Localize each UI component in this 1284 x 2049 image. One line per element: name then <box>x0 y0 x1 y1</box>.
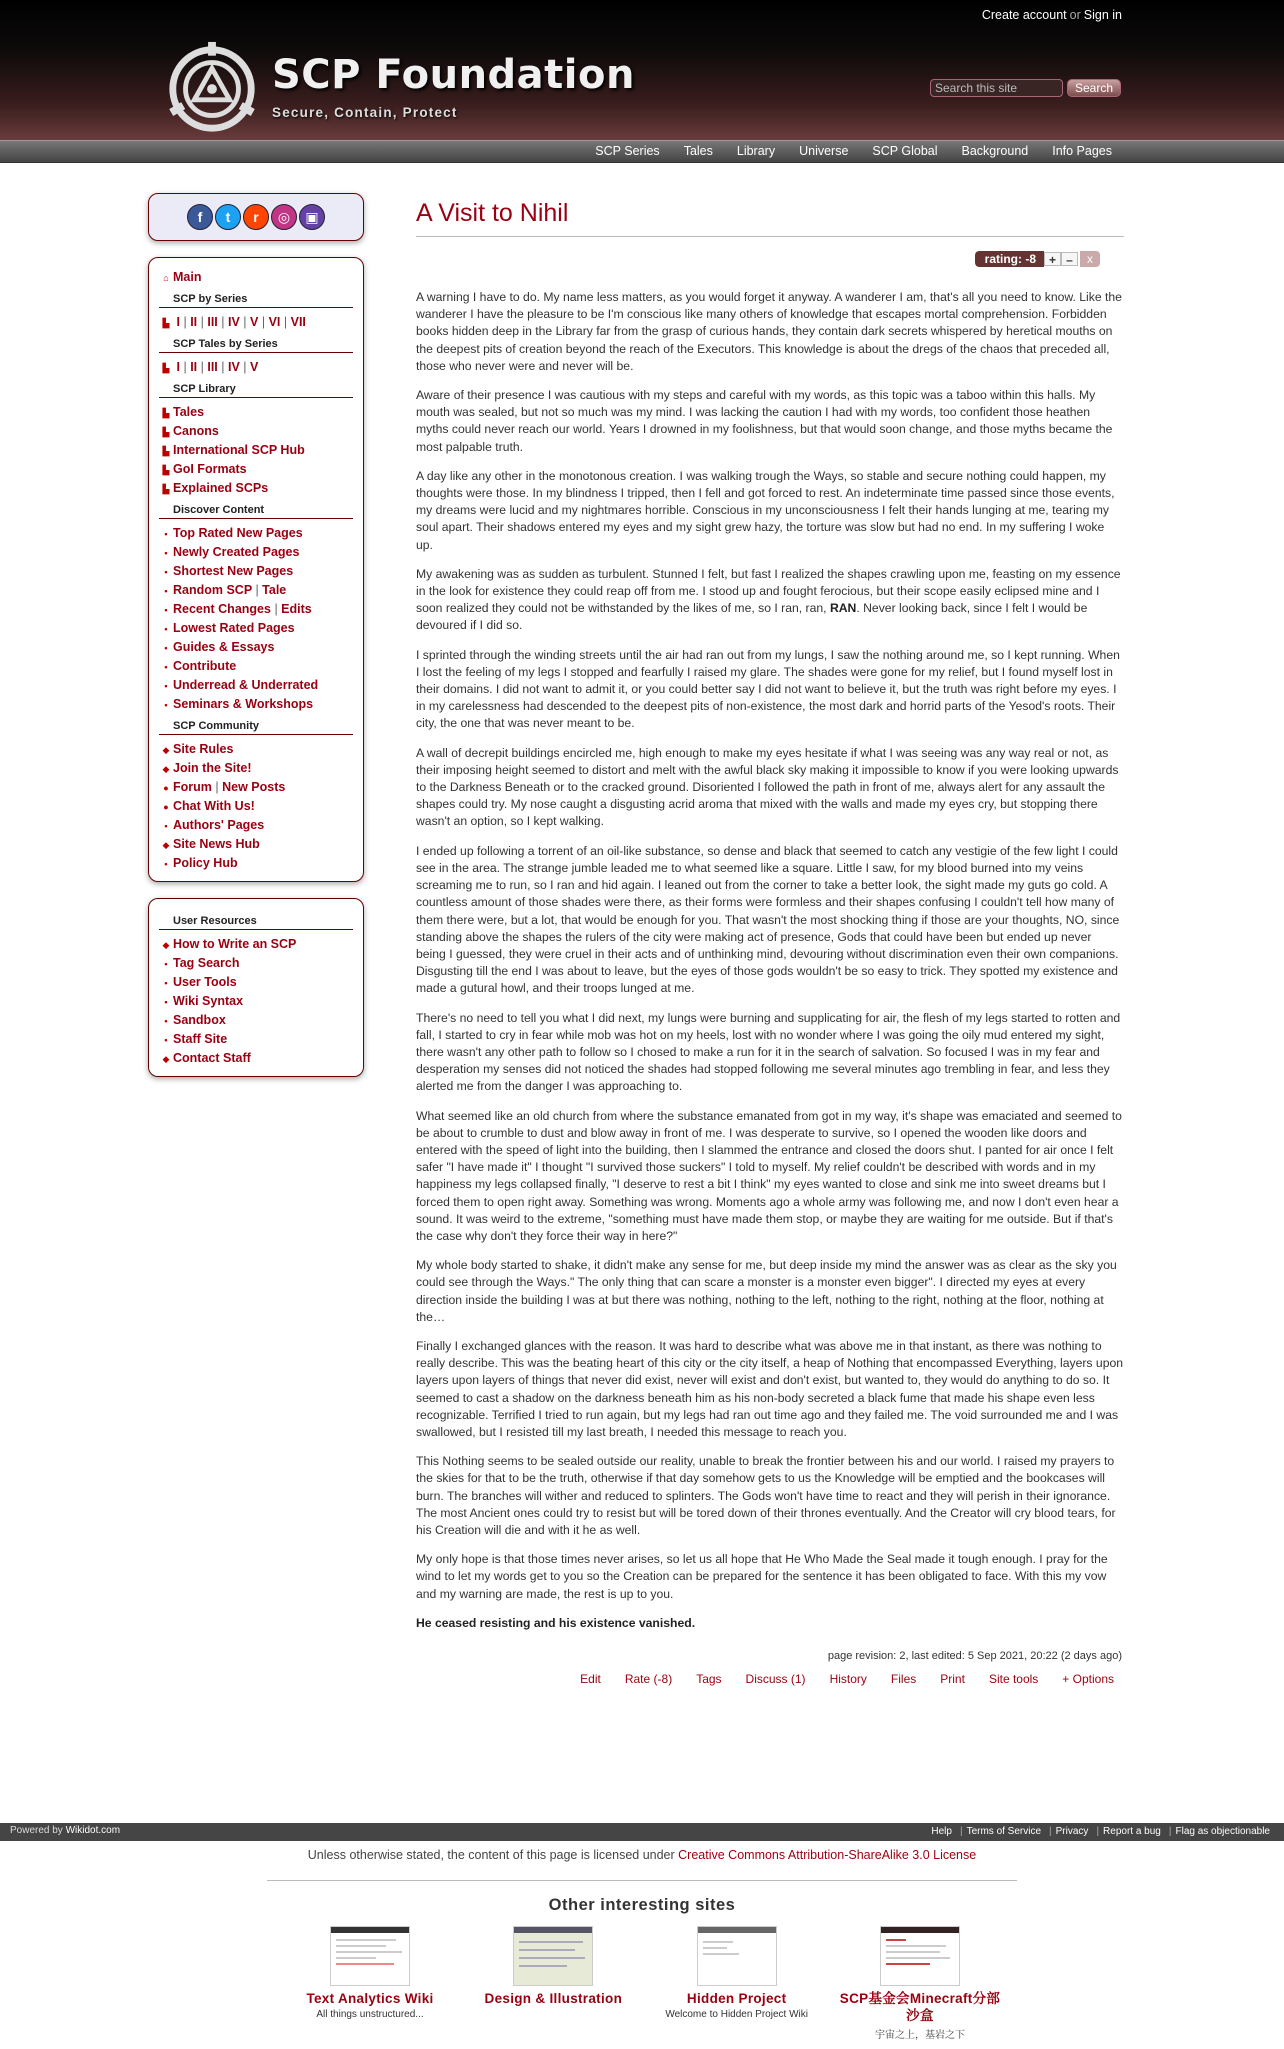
sidebar-item-main[interactable] <box>159 268 353 287</box>
create-account-link[interactable]: Create account <box>981 8 1067 22</box>
user-resources-block <box>148 898 364 1077</box>
page-body <box>416 289 1124 1632</box>
sidebar-item-label: Lowest Rated Pages <box>173 621 295 635</box>
sidebar-heading-discover: Discover Content <box>159 504 353 519</box>
bullet-icon: • <box>164 681 168 691</box>
rate-cancel-button[interactable]: x <box>1080 251 1100 267</box>
sidebar-item-site-rules[interactable] <box>159 740 353 759</box>
story-paragraph: My only hope is that those times never arises, so let us all hope that He Who Made the Seal made it tough enough. I pray for the wind to let my words get to you so the Creation can be prepared for the sentence it has been obligated to face. With this my vow and my warning are made, the rest is up to you. <box>416 1552 1108 1601</box>
bullet-icon: • <box>164 567 168 577</box>
diamond-icon: ◆ <box>162 764 170 774</box>
sidebar-item-label: Seminars & Workshops <box>173 697 314 711</box>
tags-button[interactable]: Tags <box>696 1672 722 1687</box>
diamond-icon: ◆ <box>162 1054 170 1064</box>
sidebar-item-label: Underread & Underrated <box>173 678 319 692</box>
sidebar-item-label: Sandbox <box>173 1013 226 1027</box>
nav-scp-series[interactable]: SCP Series <box>595 144 660 158</box>
sidebar-item-label: Site News Hub <box>173 837 260 851</box>
other-sites-title: Other interesting sites <box>548 1896 736 1914</box>
sidebar-item-label: Wiki Syntax <box>173 994 244 1008</box>
nav-scp-global[interactable]: SCP Global <box>872 144 938 158</box>
sidebar-item-join[interactable] <box>159 759 353 778</box>
site-description: Welcome to Hidden Project Wiki <box>665 2009 808 2020</box>
sidebar-item-label: Staff Site <box>173 1032 228 1046</box>
page-options-bar <box>416 1672 1124 1686</box>
license-link[interactable]: Creative Commons Attribution-ShareAlike 3.0 License <box>678 1848 977 1862</box>
reddit-icon[interactable]: r <box>243 204 269 230</box>
story-paragraph: I sprinted through the winding streets until the air had ran out from my lungs, I saw the nothing around me, so I kept running. When I lost the feeling of my legs I stopped and fearfully I raised my glare. The shades were gone for my relief, but I found myself lost in their domains. I did not want to admit it, or you could better say I did not want to believe it, but the truth was right before my eyes. I in my carelessness had descended to the deepest pits of non-existence, the most dark and horrid parts of the Yesod's roots. Their city, the one that was never meant to be. <box>416 647 1120 731</box>
sidebar-menu-block <box>148 257 364 882</box>
sidebar-item-label: Newly Created Pages <box>173 545 300 559</box>
sidebar-item-label: Contribute <box>173 659 237 673</box>
story-paragraph: There's no need to tell you what I did next, my lungs were burning and supplicating for air, the flesh of my legs started to rotten and fall, I started to cry in fear while mob was hot on my heels, lost with no wonder where I was going the oily mud entered my sight, there wasn't any other path to follow so I chosed to make a run for it in the search of salvation. So focused I was in my fear and desperation my senses did not noticed the shades had stopped following me several minutes ago trembling in fear, and less they alerted me from the danger I was approaching to. <box>416 1010 1121 1094</box>
nav-library[interactable]: Library <box>736 144 776 158</box>
search-input[interactable] <box>930 79 1063 97</box>
site-thumbnail[interactable] <box>880 1926 960 1986</box>
nav-background[interactable]: Background <box>961 144 1029 158</box>
recent-changes-link[interactable]: Recent Changes <box>173 602 271 616</box>
bullet-icon: • <box>164 586 168 596</box>
rating-label: rating: -8 <box>975 251 1044 267</box>
sidebar-item-lowest-rated[interactable] <box>159 619 353 638</box>
new-posts-link[interactable]: New Posts <box>222 780 286 794</box>
random-scp-link[interactable]: Random SCP <box>173 583 252 597</box>
site-thumbnail[interactable] <box>330 1926 410 1986</box>
series-ii-link[interactable]: II <box>190 315 198 329</box>
story-paragraph: What seemed like an old church from where the substance emanated from got in my way, it's shape was emaciated and seemed to be about to crumble to dust and blow away in front of me. I was desperate to survive, so I opened the wooden like doors and entered with the speed of light into the building, then I slammed the entrance and closed the doors shut. I panted for air once I felt safer "I have made it" I thought "I survived those suckers" I told to myself. My relief couldn't be described with words and in my happiness my legs collapsed finally, "I deserve to rest a bit I think" my eyes wanted to close and sink me into sweet dreams but I forced them to open right away. Something was wrong. Moments ago a whole army was following me, and now I don't even hear a sound. It was weird to the extreme, "something must have made them stop, or maybe they are waiting for me outside. But if that's the case why don't they force their way in here?" <box>416 1108 1122 1243</box>
sidebar-item-label: GoI Formats <box>173 462 247 476</box>
site-name[interactable]: Text Analytics Wiki <box>306 1991 434 2006</box>
sidebar-item-label: Policy Hub <box>173 856 238 870</box>
terms-link[interactable]: | Terms of Service <box>956 1826 1045 1837</box>
story-paragraph: A warning I have to do. My name less matters, as you would forget it anyway. A wanderer I am, that's all you need to know. Like the wanderer I have the pleasure to be I'm conscious like many others of knowledge that escapes mortal comprehension. Forbidden books hidden deep in the Library far from the grasp of curious hands, they contain dark secrets whispered by heretical mouths on the deepest pits of creation beyond the reach of the Executors. This knowledge is about the dregs of the chaos that preceded all, those who never were and never will be. <box>416 290 1122 373</box>
rate-button[interactable]: Rate (-8) <box>624 1672 673 1687</box>
site-card[interactable] <box>285 1926 455 2041</box>
sidebar-item-policy-hub[interactable] <box>159 854 353 873</box>
site-thumbnail[interactable] <box>697 1926 777 1986</box>
sidebar-random-row: • Random SCP | Tale <box>159 581 353 600</box>
bullet-icon: • <box>164 624 168 634</box>
diamond-icon: ◆ <box>162 745 170 755</box>
sidebar-tales-series-row: ▙ I | II | III | IV | V <box>159 358 353 377</box>
page-icon: ▙ <box>162 408 170 418</box>
page-icon: ▙ <box>162 427 170 437</box>
page-icon: ▙ <box>162 465 170 475</box>
history-button[interactable]: History <box>829 1672 867 1687</box>
site-title[interactable]: SCP Foundation <box>272 52 635 98</box>
sidebar-item-tag-search[interactable] <box>159 954 353 973</box>
series-iv-link[interactable]: IV <box>228 315 240 329</box>
account-links <box>982 8 1122 22</box>
bullet-icon: • <box>164 529 168 539</box>
paragraph-text: My awakening was as sudden as turbulent. Stunned I felt, but fast I realized the shapes crawling upon me, feasting on my essence in the look for existence they could reap off from me. I stood up and fought ferocious, but their scope easily eclipsed mine and I soon realized they could not be withstanded by the likes of me, so I ran, ran, <box>416 566 1121 616</box>
sidebar-item-guides[interactable] <box>159 638 353 657</box>
sidebar-item-top-rated[interactable] <box>159 524 353 543</box>
report-bug-link[interactable]: | Report a bug <box>1092 1826 1164 1837</box>
nav-universe[interactable]: Universe <box>799 144 849 158</box>
paragraph-tail: . Never looking back, since I felt I would be devoured if I did so. <box>416 601 1088 633</box>
more-options-button[interactable]: + Options <box>1062 1672 1114 1687</box>
bullet-icon: • <box>164 662 168 672</box>
sidebar-item-contact-staff[interactable] <box>159 1049 353 1068</box>
final-line-text: He ceased resisting and his existence vanished. <box>416 1615 696 1630</box>
license-text: Unless otherwise stated, the content of this page is licensed under <box>307 1848 675 1862</box>
sidebar-item-label: Canons <box>173 424 219 438</box>
search-button[interactable]: Search <box>1067 79 1121 97</box>
sidebar-item-news-hub[interactable] <box>159 835 353 854</box>
story-paragraph: My whole body started to shake, it didn't make any sense for me, but deep inside my mind the answer was as clear as the sky you could see through the Ways." The only thing that can scare a monster is a monster even bigger". I directed my eyes at every direction inside the building I was at but there was nothing, nothing to the left, nothing to the right, nothing at the floor, nothing at the… <box>416 1258 1117 1324</box>
sidebar-heading-scp-by-series: SCP by Series <box>159 293 353 308</box>
site-name[interactable]: SCP基金会Minecraft分部沙盒 <box>839 1991 1001 2023</box>
sidebar-item-user-tools[interactable] <box>159 973 353 992</box>
other-sites-list <box>285 1926 1005 2041</box>
sidebar-item-label: User Tools <box>173 975 237 989</box>
sidebar-item-wiki-syntax[interactable] <box>159 992 353 1011</box>
site-name[interactable]: Hidden Project <box>686 1991 787 2006</box>
sidebar-item-label: Site Rules <box>173 742 234 756</box>
license-notice <box>0 1848 1284 1862</box>
top-nav-bar <box>0 140 1284 163</box>
random-tale-link[interactable]: Tale <box>262 583 287 597</box>
help-link[interactable]: Help <box>931 1826 952 1837</box>
main-content <box>416 193 1124 1686</box>
story-paragraph: Aware of their presence I was cautious with my steps and careful with my words, as this topic was a taboo within this halls. My mouth was sealed, but not so much was my mind. I was lacking the caution I had with my words, too confident those heathen myths could never reach our world. Years I drowned in my foolishness, but that would soon change, and those myths became the most palpable truth. <box>416 388 1113 454</box>
social-block <box>148 193 364 241</box>
story-final-line <box>416 1615 1124 1632</box>
sidebar-item-underread[interactable] <box>159 676 353 695</box>
series-v-link[interactable]: V <box>250 315 259 329</box>
chat-bubble-icon: ● <box>163 802 169 812</box>
instagram-icon[interactable]: ◎ <box>271 204 297 230</box>
sidebar-item-label: Contact Staff <box>173 1051 251 1065</box>
sidebar-item-explained-scps[interactable] <box>159 479 353 498</box>
sidebar-item-label: Tales <box>173 405 205 419</box>
sidebar-item-sandbox[interactable] <box>159 1011 353 1030</box>
site-header <box>0 0 1284 140</box>
series-iii-link[interactable]: III <box>207 315 218 329</box>
scp-logo-icon[interactable] <box>163 40 261 138</box>
page-icon: ▙ <box>162 446 170 456</box>
flag-link[interactable]: | Flag as objectionable <box>1165 1826 1274 1837</box>
footer-links <box>927 1826 1274 1837</box>
rate-down-button[interactable]: – <box>1061 252 1078 266</box>
site-description: 宇宙之上，基岩之下 <box>874 2030 965 2041</box>
rate-up-button[interactable]: + <box>1044 252 1061 266</box>
bullet-icon: • <box>164 1035 168 1045</box>
ran-emphasis: RAN <box>829 601 857 616</box>
home-icon: ⌂ <box>163 273 169 283</box>
sidebar-item-label: Main <box>173 270 202 284</box>
sidebar-heading-user-resources: User Resources <box>159 915 353 930</box>
bullet-icon: • <box>164 605 168 615</box>
bullet-icon: • <box>164 959 168 969</box>
facebook-icon[interactable]: f <box>187 204 213 230</box>
sidebar-item-canons[interactable] <box>159 422 353 441</box>
diamond-icon: ◆ <box>162 940 170 950</box>
story-paragraph: A day like any other in the monotonous creation. I was walking trough the Ways, so stable and secure nothing could happen, my thoughts were those. In my blindness I tripped, then I fell and got forced to rest. An indeterminate time passed since those events, my dreams were lucid and my nightmares horrible. Conscious in my unconsciousness I felt their hands lunging at me, tearing my soul apart. Their shadows entered my eyes and my sight grew hazy, the torture was slow but had no end. In my suffering I woke up. <box>416 468 1115 552</box>
sidebar-item-seminars[interactable] <box>159 695 353 714</box>
site-tools-button[interactable]: Site tools <box>988 1672 1039 1687</box>
powered-by <box>10 1825 120 1836</box>
bullet-icon: • <box>164 643 168 653</box>
series-vi-link[interactable]: VI <box>268 315 281 329</box>
nav-tales[interactable]: Tales <box>683 144 713 158</box>
page-revision-info: page revision: 2, last edited: 5 Sep 2021, 20:22 (2 days ago) <box>827 1650 1122 1663</box>
tales-series-iv-link[interactable]: IV <box>228 360 240 374</box>
bullet-icon: • <box>164 859 168 869</box>
rating-module <box>975 251 1100 267</box>
sidebar-item-label: Guides & Essays <box>173 640 275 654</box>
sidebar-item-label: How to Write an SCP <box>173 937 297 951</box>
diamond-icon: ◆ <box>162 840 170 850</box>
series-i-link[interactable]: I <box>176 315 180 329</box>
sidebar-heading-library: SCP Library <box>159 383 353 398</box>
bullet-icon: • <box>164 700 168 710</box>
print-button[interactable]: Print <box>940 1672 965 1687</box>
bullet-icon: • <box>164 821 168 831</box>
site-card[interactable] <box>835 1926 1005 2041</box>
tales-series-ii-link[interactable]: II <box>190 360 198 374</box>
forum-link[interactable]: Forum <box>173 780 212 794</box>
sidebar-heading-community: SCP Community <box>159 720 353 735</box>
edits-link[interactable]: Edits <box>281 602 312 616</box>
bullet-icon: • <box>164 997 168 1007</box>
tales-series-v-link[interactable]: V <box>250 360 259 374</box>
sidebar-item-tales[interactable] <box>159 403 353 422</box>
sidebar-item-chat[interactable] <box>159 797 353 816</box>
privacy-link[interactable]: | Privacy <box>1045 1826 1092 1837</box>
sidebar-item-staff-site[interactable] <box>159 1030 353 1049</box>
tales-series-iii-link[interactable]: III <box>207 360 218 374</box>
sidebar-item-label: Top Rated New Pages <box>173 526 303 540</box>
sidebar-item-label: International SCP Hub <box>173 443 305 457</box>
files-button[interactable]: Files <box>890 1672 917 1687</box>
search-box <box>930 79 1121 97</box>
sidebar-forum-row: ● Forum | New Posts <box>159 778 353 797</box>
sidebar-item-label: Join the Site! <box>173 761 252 775</box>
bullet-icon: • <box>164 548 168 558</box>
story-paragraph <box>416 566 1124 635</box>
sidebar-series-row: ▙ I | II | III | IV | V | VI | VII <box>159 313 353 332</box>
sidebar-changes-row: • Recent Changes | Edits <box>159 600 353 619</box>
sidebar-item-international-hub[interactable] <box>159 441 353 460</box>
site-thumbnail[interactable] <box>513 1926 593 1986</box>
tales-series-i-link[interactable]: I <box>176 360 180 374</box>
sidebar-item-goi-formats[interactable] <box>159 460 353 479</box>
page-icon: ▙ <box>162 318 170 328</box>
sidebar-item-how-to-write[interactable] <box>159 935 353 954</box>
sidebar-item-shortest-new[interactable] <box>159 562 353 581</box>
edit-button[interactable]: Edit <box>580 1672 601 1687</box>
story-paragraph: I ended up following a torrent of an oil-like substance, so dense and black that seemed to catch any vestigie of the few light I could see in the area. The strange jumble leaded me to what seemed like a square. Little I saw, for my blood burned into my veins screaming me to run, so I ran and hid again. I leaned out from the corner to take a better look, the sight made my guts go cold. A countless amount of those shades were there, as their forms were formless and their shapes confusing I couldn't tell how many of them there were, but a lot, that would be enough for you. That wasn't the most shocking thing if those are your thoughts, NO, since standing above the shapes the rulers of the city were making act of presence, Gods that could have been but ended up never being I guessed, they were cruel in their acts and of unthinking mind, devouring without discrimination even their own companions. Disgusting till the end I was about to leave, but the eyes of those gods wouldn't be so easy to trick. They spotted my existence and made a gutural howl, and their troops lunged at me. <box>416 843 1120 996</box>
site-description: All things unstructured... <box>316 2009 424 2020</box>
sidebar-item-label: Explained SCPs <box>173 481 269 495</box>
nav-info-pages[interactable]: Info Pages <box>1052 144 1112 158</box>
or-text: or <box>1069 8 1081 22</box>
site-card[interactable] <box>468 1926 638 2041</box>
bullet-icon: • <box>164 978 168 988</box>
story-paragraph: This Nothing seems to be sealed outside our reality, unable to break the frontier between his and our world. I raised my prayers to the skies for that to be the truth, otherwise if that day somehow gets to us the Knowledge will be emptied and the bookcases will burn. The branches will wither and reduced to splinters. The Gods won't have time to react and they will perish in their ignorance. The most Ancient ones could try to resist but will be tored down of their thrones eventually. And the Creator will cry blood tears, for his Creation will die and with it he as well. <box>416 1454 1116 1537</box>
sidebar-heading-tales-by-series: SCP Tales by Series <box>159 338 353 353</box>
site-tagline: Secure, Contain, Protect <box>272 105 458 120</box>
sidebar-item-contribute[interactable] <box>159 657 353 676</box>
page-icon: ▙ <box>162 363 170 373</box>
divider <box>267 1880 1017 1881</box>
sidebar <box>148 193 364 1093</box>
sidebar-item-label: Authors' Pages <box>173 818 265 832</box>
story-paragraph: A wall of decrepit buildings encircled me, high enough to make my eyes hesitate if what I was seeing was any way real or not, as their imposing height seemed to distort and melt with the awful black sky making it impossible to know if you were looking upwards to the Darkness Beneath or to the cracked ground. Disoriented I followed the path in front of me, always alert for any assault the shapes could try. My nose caught a disgusting acrid aroma that mixed with the walls and made my eyes cry, but stopping there wasn't an option, so I kept walking. <box>416 745 1119 829</box>
powered-by-label: Powered by <box>10 1825 63 1836</box>
page-title: A Visit to Nihil <box>416 199 1124 237</box>
wikidot-link[interactable]: Wikidot.com <box>65 1825 121 1836</box>
discuss-button[interactable]: Discuss (1) <box>745 1672 806 1687</box>
sidebar-item-label: Tag Search <box>173 956 240 970</box>
page-icon: ▙ <box>162 484 170 494</box>
story-paragraph: Finally I exchanged glances with the reason. It was hard to describe what was above me in that instant, as there was nothing to really describe. This was the beating heart of this city or the city itself, a heap of Nothing that encompassed Everything, layers upon layers upon layers of things that never did exist, never will exist and don't exist, but wanted to, they would do anything to do so. It seemed to cast a shadow on the darkness beneath him as his non-body secreted a black fume that made his shape even less recognizable. Terrified I tried to run again, but my legs had ran out time ago and they failed me. The void surrounded me and I was swallowed, but I resisted till my last breath, I needed this message to reach you. <box>416 1338 1124 1439</box>
twitter-icon[interactable]: t <box>215 204 241 230</box>
site-name[interactable]: Design & Illustration <box>484 1991 623 2006</box>
sidebar-item-label: Shortest New Pages <box>173 564 294 578</box>
sidebar-item-label: Chat With Us! <box>173 799 255 813</box>
footer-bar <box>0 1823 1284 1841</box>
sign-in-link[interactable]: Sign in <box>1083 8 1122 22</box>
twitch-icon[interactable]: ▣ <box>299 204 325 230</box>
chat-bubble-icon: ● <box>163 783 169 793</box>
sidebar-item-authors[interactable] <box>159 816 353 835</box>
bullet-icon: • <box>164 1016 168 1026</box>
sidebar-item-newly-created[interactable] <box>159 543 353 562</box>
site-card[interactable] <box>652 1926 822 2041</box>
series-vii-link[interactable]: VII <box>290 315 306 329</box>
